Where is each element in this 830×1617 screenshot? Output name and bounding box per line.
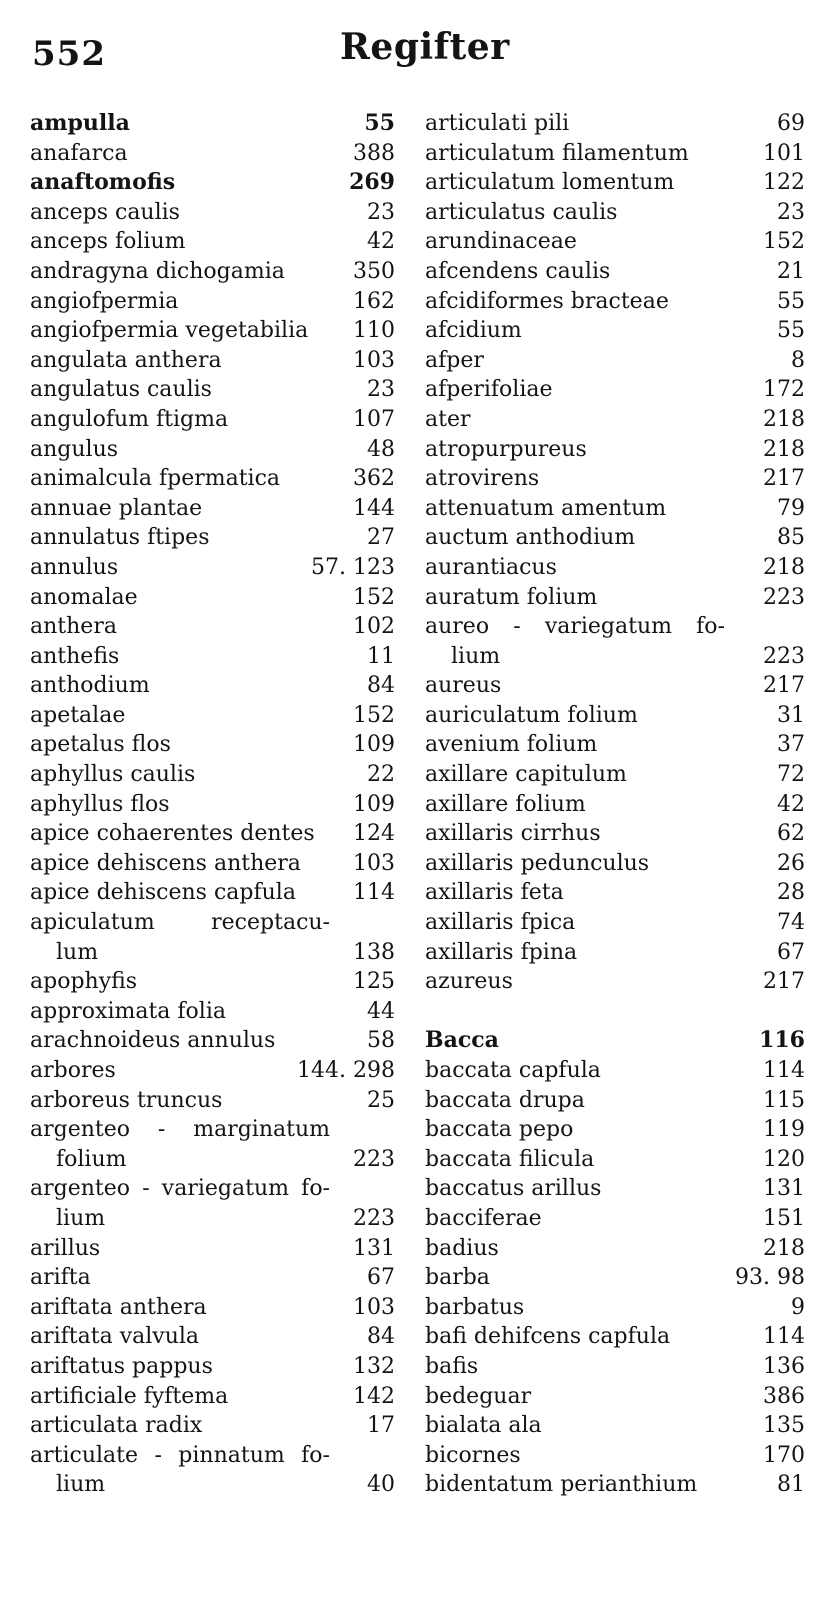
index-pages: 116 — [759, 1027, 805, 1054]
index-term: badius — [425, 1235, 499, 1261]
index-entry — [30, 346, 395, 376]
running-head: Regifter — [340, 26, 510, 68]
index-term: apice dehiscens capfula — [30, 880, 296, 906]
index-term: baccata pepo — [425, 1117, 574, 1143]
index-entry — [425, 908, 805, 938]
index-pages: 162 — [353, 288, 395, 314]
index-entry — [425, 790, 805, 820]
index-term: barba — [425, 1265, 490, 1291]
index-entry — [30, 287, 395, 317]
index-pages: 42 — [367, 229, 395, 255]
index-term: arifta — [30, 1265, 91, 1291]
index-pages: 217 — [763, 673, 805, 699]
index-pages: 9 — [791, 1294, 805, 1320]
index-term: anceps folium — [30, 229, 186, 255]
index-pages: 124 — [353, 821, 395, 847]
index-term: articulatus caulis — [425, 199, 618, 225]
index-term: aureus — [425, 673, 502, 699]
index-entry — [30, 1234, 395, 1264]
index-entry — [425, 346, 805, 376]
index-entry — [30, 1263, 395, 1293]
index-pages: 55 — [777, 288, 805, 314]
index-entry — [425, 760, 805, 790]
index-term: bedeguar — [425, 1383, 532, 1409]
section-gap — [425, 997, 805, 1027]
index-entry — [30, 849, 395, 879]
index-term: anceps caulis — [30, 199, 180, 225]
index-term: anomalae — [30, 584, 138, 610]
index-pages: 131 — [763, 1176, 805, 1202]
index-entry — [425, 287, 805, 317]
index-term: ampulla — [30, 110, 130, 136]
index-pages: 223 — [763, 643, 805, 669]
index-term: afcidiformes bracteae — [425, 288, 669, 314]
index-term: azureus — [425, 969, 513, 995]
index-entry — [425, 701, 805, 731]
index-entry — [425, 1026, 805, 1056]
index-pages: 388 — [353, 140, 395, 166]
index-term: barbatus — [425, 1294, 525, 1320]
index-entry — [425, 967, 805, 997]
index-term: articulatum filamentum — [425, 140, 689, 166]
index-entry — [425, 227, 805, 257]
index-term: ariftata valvula — [30, 1324, 200, 1350]
index-term: articulatum lomentum — [425, 170, 675, 196]
index-pages: 386 — [763, 1383, 805, 1409]
index-term: anthera — [30, 614, 117, 640]
index-entry — [30, 464, 395, 494]
index-term: articulate - pinnatum fo- — [30, 1442, 330, 1468]
index-term: argenteo - variegatum fo- — [30, 1176, 330, 1202]
index-pages: 85 — [777, 525, 805, 551]
index-term: aphyllus flos — [30, 791, 170, 817]
index-pages: 142 — [353, 1383, 395, 1409]
index-entry — [425, 1204, 805, 1234]
index-term: ariftata anthera — [30, 1294, 207, 1320]
index-pages: 28 — [777, 880, 805, 906]
index-pages: 170 — [763, 1442, 805, 1468]
index-entry — [425, 1411, 805, 1441]
index-entry — [425, 1234, 805, 1264]
index-entry — [425, 730, 805, 760]
index-term-continuation: folium 223 — [30, 1145, 395, 1175]
index-pages: 55 — [777, 318, 805, 344]
index-entry — [30, 1322, 395, 1352]
index-entry — [425, 109, 805, 139]
index-entry — [425, 257, 805, 287]
index-entry — [425, 1086, 805, 1116]
index-entry — [425, 849, 805, 879]
index-pages: 144. 298 — [297, 1058, 395, 1083]
index-term-continuation: lium 223 — [425, 642, 805, 672]
index-pages: 102 — [353, 614, 395, 640]
index-pages: 114 — [763, 1324, 805, 1350]
index-pages: 138 — [353, 939, 395, 965]
index-term: arillus — [30, 1235, 101, 1261]
index-term: angulus — [30, 436, 119, 462]
index-entry — [425, 1056, 805, 1086]
index-entry — [30, 494, 395, 524]
index-pages: 107 — [353, 406, 395, 432]
index-term: articulata radix — [30, 1413, 203, 1439]
index-entry — [30, 730, 395, 760]
index-term: avenium folium — [425, 732, 598, 758]
index-entry — [30, 642, 395, 672]
index-entry — [30, 1441, 395, 1500]
index-pages: 119 — [763, 1117, 805, 1143]
index-entry — [30, 1411, 395, 1441]
index-entry — [30, 198, 395, 228]
index-term: Bacca — [425, 1027, 499, 1054]
index-pages: 109 — [353, 732, 395, 758]
index-entry — [30, 553, 395, 583]
index-pages: 151 — [763, 1205, 805, 1231]
index-pages: 152 — [353, 584, 395, 610]
index-entry — [425, 612, 805, 671]
index-pages: 114 — [763, 1058, 805, 1083]
index-pages: 40 — [367, 1472, 395, 1498]
index-pages: 114 — [353, 880, 395, 906]
index-term-continuation: lium 223 — [30, 1204, 395, 1234]
index-pages: 135 — [763, 1413, 805, 1439]
index-pages: 48 — [367, 436, 395, 462]
index-term: apice dehiscens anthera — [30, 850, 301, 876]
index-entry — [425, 198, 805, 228]
index-entry — [425, 316, 805, 346]
index-pages: 144 — [353, 495, 395, 521]
index-pages: 17 — [367, 1413, 395, 1439]
index-term: axillaris fpica — [425, 910, 576, 936]
index-pages: 23 — [367, 199, 395, 225]
index-entry — [30, 671, 395, 701]
index-entry — [30, 523, 395, 553]
index-pages: 218 — [763, 1235, 805, 1261]
index-term: anthefis — [30, 643, 120, 669]
index-pages: 79 — [777, 495, 805, 521]
index-entry — [425, 1293, 805, 1323]
index-term: auriculatum folium — [425, 702, 638, 728]
index-pages: 74 — [777, 910, 805, 936]
index-entry — [425, 1470, 805, 1500]
index-entry — [30, 1352, 395, 1382]
index-term: baccata filicula — [425, 1146, 595, 1172]
index-term: annulatus ftipes — [30, 525, 210, 551]
index-term: angiofpermia vegetabilia — [30, 318, 309, 344]
index-term: animalcula fpermatica — [30, 466, 281, 492]
index-pages: 84 — [367, 673, 395, 699]
index-term-continuation: lum 138 — [30, 938, 395, 968]
index-entry — [425, 1174, 805, 1204]
index-entry — [30, 1026, 395, 1056]
index-entry — [425, 878, 805, 908]
index-entry — [425, 1322, 805, 1352]
index-entry — [425, 671, 805, 701]
index-entry — [30, 168, 395, 198]
index-pages: 23 — [367, 377, 395, 403]
index-pages: 218 — [763, 554, 805, 580]
index-entry — [30, 227, 395, 257]
index-entry — [425, 553, 805, 583]
index-term: baccatus arillus — [425, 1176, 602, 1202]
index-pages: 37 — [777, 732, 805, 758]
index-pages: 122 — [763, 170, 805, 196]
index-entry — [425, 139, 805, 169]
index-term: afcidium — [425, 318, 522, 344]
index-pages: 223 — [353, 1205, 395, 1231]
index-pages: 223 — [763, 584, 805, 610]
index-entry — [30, 109, 395, 139]
index-term: axillare capitulum — [425, 762, 627, 788]
index-pages: 152 — [763, 229, 805, 255]
index-entry — [425, 405, 805, 435]
index-term: axillaris feta — [425, 880, 564, 906]
index-term: atropurpureus — [425, 436, 587, 462]
index-pages: 67 — [367, 1265, 395, 1291]
index-entry — [30, 967, 395, 997]
index-pages: 101 — [763, 140, 805, 166]
index-term: attenuatum amentum — [425, 495, 667, 521]
index-term: apophyfis — [30, 969, 138, 995]
index-pages: 362 — [353, 466, 395, 492]
index-term: angiofpermia — [30, 288, 179, 314]
index-term: arbores — [30, 1058, 116, 1083]
index-pages: 223 — [353, 1146, 395, 1172]
index-term: anaftomofis — [30, 169, 176, 196]
index-term: approximata folia — [30, 998, 226, 1024]
index-term: aphyllus caulis — [30, 762, 196, 788]
index-term: angulatus caulis — [30, 377, 212, 403]
index-pages: 110 — [353, 318, 395, 344]
index-pages: 8 — [791, 347, 805, 373]
index-term: axillare folium — [425, 791, 586, 817]
index-entry — [30, 1293, 395, 1323]
index-pages: 44 — [367, 998, 395, 1024]
index-term: anafarca — [30, 140, 128, 166]
index-pages: 26 — [777, 850, 805, 876]
index-pages: 27 — [367, 525, 395, 551]
index-pages: 103 — [353, 850, 395, 876]
index-pages: 217 — [763, 969, 805, 995]
index-entry — [425, 1352, 805, 1382]
index-pages: 218 — [763, 436, 805, 462]
index-entry — [30, 257, 395, 287]
index-term: atrovirens — [425, 466, 540, 492]
index-pages: 350 — [353, 258, 395, 284]
index-entry — [30, 405, 395, 435]
index-pages: 115 — [763, 1087, 805, 1113]
index-entry — [30, 701, 395, 731]
index-entry — [425, 1263, 805, 1293]
index-term: axillaris cirrhus — [425, 821, 601, 847]
index-term: artificiale fyftema — [30, 1383, 229, 1409]
index-entry — [425, 583, 805, 613]
index-pages: 81 — [777, 1472, 805, 1498]
page-header — [0, 20, 830, 80]
index-entry — [425, 1382, 805, 1412]
index-pages: 217 — [763, 466, 805, 492]
index-entry — [425, 464, 805, 494]
page-number: 552 — [32, 34, 106, 74]
index-pages: 22 — [367, 762, 395, 788]
index-pages: 23 — [777, 199, 805, 225]
index-entry — [425, 494, 805, 524]
index-entry — [425, 1441, 805, 1471]
index-term: articulati pili — [425, 111, 570, 136]
index-entry — [30, 612, 395, 642]
index-term: angulata anthera — [30, 347, 222, 373]
index-entry — [30, 583, 395, 613]
index-entry — [30, 139, 395, 169]
index-term: apiculatum receptacu- — [30, 910, 330, 936]
index-entry — [30, 1115, 395, 1174]
index-entry — [425, 375, 805, 405]
index-term: afcendens caulis — [425, 258, 611, 284]
index-term: baccata drupa — [425, 1087, 585, 1113]
index-entry — [425, 938, 805, 968]
index-term: bialata ala — [425, 1413, 542, 1439]
index-term: annuae plantae — [30, 495, 203, 521]
index-column-right — [425, 109, 805, 1500]
index-entry — [425, 523, 805, 553]
index-pages: 269 — [349, 169, 395, 196]
index-term: arundinaceae — [425, 229, 577, 255]
index-term: afper — [425, 347, 484, 373]
index-term: arboreus truncus — [30, 1087, 223, 1113]
index-entry — [30, 1174, 395, 1233]
index-entry — [30, 908, 395, 967]
index-pages: 84 — [367, 1324, 395, 1350]
index-term-continuation: lium 40 — [30, 1470, 395, 1500]
index-entry — [30, 435, 395, 465]
index-term: apetalae — [30, 702, 126, 728]
index-pages: 136 — [763, 1353, 805, 1379]
index-entry — [425, 1145, 805, 1175]
index-entry — [30, 997, 395, 1027]
index-term: annulus — [30, 554, 119, 580]
index-pages: 69 — [777, 111, 805, 136]
index-entry — [425, 168, 805, 198]
index-pages: 57. 123 — [311, 554, 395, 580]
index-entry — [30, 878, 395, 908]
index-entry — [30, 790, 395, 820]
index-term: ater — [425, 406, 471, 432]
index-term: auctum anthodium — [425, 525, 636, 551]
index-term: auratum folium — [425, 584, 598, 610]
index-term: bacciferae — [425, 1205, 542, 1231]
index-term: angulofum ftigma — [30, 406, 229, 432]
index-entry — [30, 819, 395, 849]
index-column-left — [30, 109, 395, 1500]
index-entry — [30, 1086, 395, 1116]
index-term: afperifoliae — [425, 377, 553, 403]
index-entry — [30, 1382, 395, 1412]
index-pages: 103 — [353, 347, 395, 373]
index-term: andragyna dichogamia — [30, 258, 285, 284]
index-entry — [30, 760, 395, 790]
index-entry — [425, 435, 805, 465]
index-pages: 109 — [353, 791, 395, 817]
index-pages: 103 — [353, 1294, 395, 1320]
index-pages: 120 — [763, 1146, 805, 1172]
index-pages: 42 — [777, 791, 805, 817]
index-term: aureo - variegatum fo- — [425, 614, 725, 640]
index-term: bidentatum perianthium — [425, 1472, 698, 1498]
index-pages: 21 — [777, 258, 805, 284]
index-term: bafi dehifcens capfula — [425, 1324, 671, 1350]
index-term: arachnoideus annulus — [30, 1028, 276, 1054]
index-pages: 11 — [367, 643, 395, 669]
index-term: anthodium — [30, 673, 150, 699]
index-entry — [30, 316, 395, 346]
index-term: ariftatus pappus — [30, 1353, 213, 1379]
index-term: apice cohaerentes dentes — [30, 821, 315, 847]
index-term: bicornes — [425, 1442, 521, 1468]
index-pages: 218 — [763, 406, 805, 432]
index-pages: 25 — [367, 1087, 395, 1113]
index-pages: 125 — [353, 969, 395, 995]
index-entry — [425, 1115, 805, 1145]
index-pages: 93. 98 — [735, 1265, 805, 1291]
index-pages: 31 — [777, 702, 805, 728]
index-entry — [425, 819, 805, 849]
index-term: apetalus flos — [30, 732, 171, 758]
index-pages: 152 — [353, 702, 395, 728]
index-term: axillaris fpina — [425, 939, 578, 965]
index-pages: 132 — [353, 1353, 395, 1379]
index-term: aurantiacus — [425, 554, 557, 580]
index-pages: 172 — [763, 377, 805, 403]
index-pages: 67 — [777, 939, 805, 965]
index-entry — [30, 375, 395, 405]
index-term: axillaris pedunculus — [425, 850, 650, 876]
index-pages: 72 — [777, 762, 805, 788]
index-term: bafis — [425, 1353, 479, 1379]
index-pages: 62 — [777, 821, 805, 847]
index-term: baccata capfula — [425, 1058, 601, 1083]
index-pages: 58 — [367, 1028, 395, 1054]
index-pages: 131 — [353, 1235, 395, 1261]
index-term: argenteo - marginatum — [30, 1117, 330, 1143]
index-pages: 55 — [364, 110, 395, 136]
index-entry — [30, 1056, 395, 1086]
